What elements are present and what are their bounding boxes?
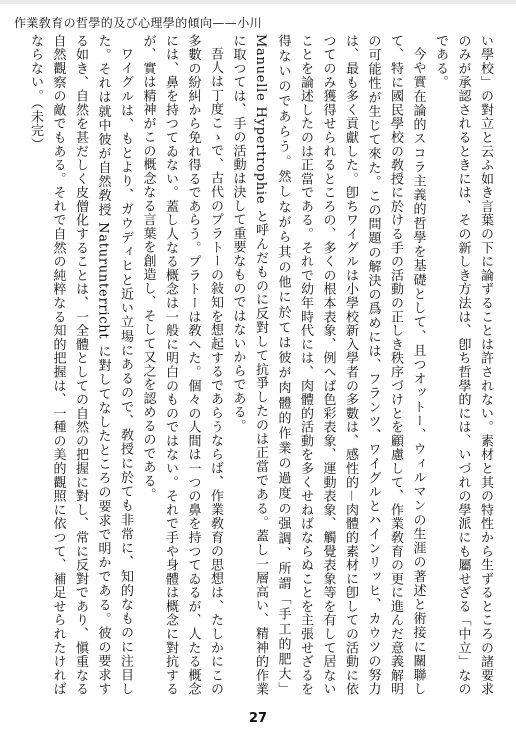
page-number: 27	[248, 711, 268, 726]
running-head: 作業敎育の哲學的及び心理學的傾向——小川	[14, 16, 263, 30]
paragraph-1: い學校」の對立と云ふ如き言葉の下に論ずることは許されない。素材と其の特性から生ずるところの諸要求のみが承認されるときには、その新しき方法は、卽ち哲學的には、いづれの學派にも屬せざる「中立」なのである。	[433, 34, 493, 696]
paragraph-3: 吾人は丁度こゝで、古代のプラトーの敍知を想起するであらうならば、作業敎育の思想は、たしかにこの多數の紛糾から免れ得るであらう。プラトーは敎へた。個々の人間は一つの鼻を持つてゐるが、人たる概念には、鼻を持つてゐない。蓋し人なる概念は一般に明白のものではない。それで手や身體は概念に對抗するが、實は精神がこの概念なる言葉を創造し、そして又之を認めるのである。	[140, 34, 223, 696]
paragraph-2: 今や實在論的スコラ主義的哲學を基礎として、且つオットー、ウィルマンの生涯の著述と術接に關聯して、特に國民學校の敎授に於ける手の活動の正しき秩序づけとを顧慮して、作業敎育の更に進んだ意義解明の可能性が生じて來た。この問題の解決の爲めには、フランツ、ワイグルとハインリッヒ、カウツの努力は、最も多く貢獻した。卽ちワイグルは小學校新入學者の多數は、感性的－肉體的素材に卽しての活動に依つてのみ獲得せられるところの、多くの根本表象、例へば色彩表象、運動表象、觸覺表象等を有して居ないことを論述したのは正當である。それで幼年時代には、肉體的活動を多くせねばならぬことを主張せざるを得ないのであらう。然しながら其の他に於ては彼が肉體的作業の過度の强調、所謂「手工的肥大」Manuelle Hypertrophie と呼んだものに反對して抗爭したのは正當である。蓋し一層高い、精神的作業に取つては、手の活動は決して重要なものではないからである。	[230, 34, 426, 696]
article-body	[28, 34, 496, 696]
paragraph-4: ワイグルは、もとより、ガウディヒと近い立場にあるので、敎授に於ても非常に、知的なものに注目した。それは就中彼が自然敎授 Naturunterricht に對してなしたところの要求で明かである。彼の要求する如き、自然を甚だしく皮僧化することは、一全體としての自然の把握に對し、常に反對であり、愼重なる自然觀察の敵でもある。それで自然の純粹なる知的把握は、一種の美的觀照に依つて、補足せられたければならない。（未完）	[28, 34, 133, 696]
scan-edge	[0, 0, 516, 4]
